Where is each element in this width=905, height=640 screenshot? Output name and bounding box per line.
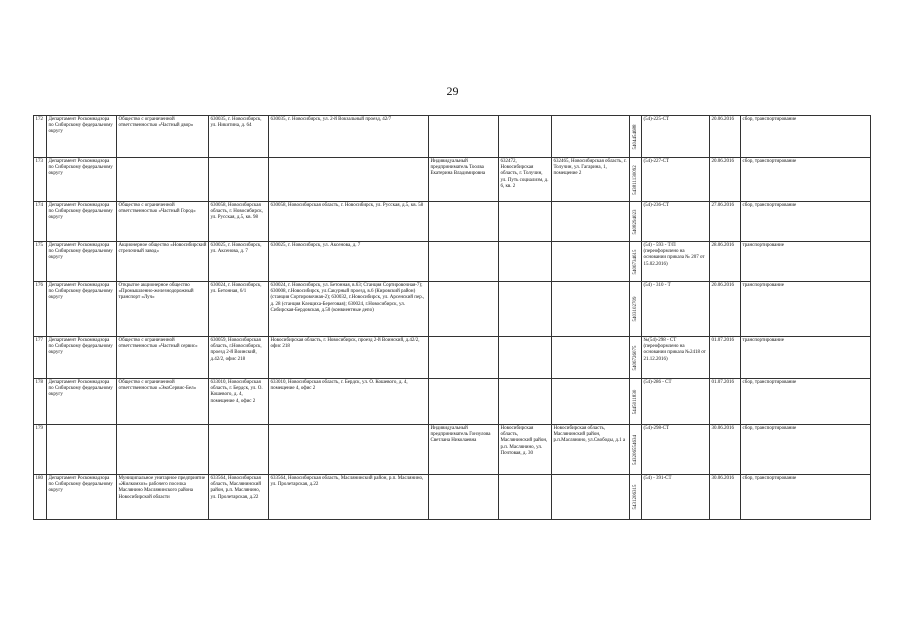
cell-org-name: Муниципальное унитарное предприятие «Жилкомхоз» рабочего поселка Маслянино Маслянинского района Новосибирской области (117, 475, 209, 520)
cell-org-name: Общество с ограниченной ответственностью «Частный Город» (117, 202, 209, 242)
cell-activity-address: 630024, г. Новосибирск, ул. Бетонная, в.63; Станция Сортировочная-7); 630008, г.Новосибирск, ул.Сакурный проезд, в.6 (Кировский район) (станция Сортировочная-2); 630032, г.Новосибирск, ул. Арсенский пер., д. 28 (станция Клещиха-Береговая); 630024, г.Новосибирск, ул. Сибирская-Бердовская, д.50 (конвиентные депо) (269, 282, 429, 337)
cell-inn: 5431206315 (630, 475, 642, 520)
cell-license-number: (54)-225-СТ (642, 116, 710, 158)
cell-number: 174 (34, 202, 47, 242)
cell-org-name: Общество с ограниченной ответственностью «Частный сервис» (117, 337, 209, 379)
cell-entrepreneur-address (499, 379, 552, 425)
cell-license-number: (54) - 593 - Т/П (переоформлено на основании приказа № 207 от 15.02.2016) (642, 242, 710, 282)
cell-date: 28.06.2016 (710, 242, 741, 282)
cell-date: 01.07.2016 (710, 379, 741, 425)
cell-legal-address: 630025, г. Новосибирск, ул. Аксенова, д. 7 (209, 242, 269, 282)
cell-entrepreneur-activity-address (552, 242, 630, 282)
cell-entrepreneur-address (499, 116, 552, 158)
page-number: 29 (446, 84, 459, 98)
cell-entrepreneur-activity-address: Новосибирская область, Маслянинский район, р.п.Маслянино, ул.Свободы, д.1 а (552, 425, 630, 475)
cell-inn: 5408294023 (630, 202, 642, 242)
cell-date: 20.06.2016 (710, 116, 741, 158)
table-row (34, 282, 871, 337)
cell-legal-address (209, 158, 269, 202)
cell-authority: Департамент Роскомнадзора по Сибирскому федеральному округу (47, 242, 117, 282)
cell-number: 180 (34, 475, 47, 520)
cell-authority: Департамент Роскомнадзора по Сибирскому федеральному округу (47, 282, 117, 337)
cell-entrepreneur-activity-address (552, 116, 630, 158)
cell-license-number: (54)-286 - СТ (642, 379, 710, 425)
cell-activity-address: 633010, Новосибирская область, г. Бердск, ул. О. Кошевого, д. 4, помещение 4, офис 2 (269, 379, 429, 425)
cell-entrepreneur-name (429, 379, 499, 425)
table-row (34, 475, 871, 520)
cell-entrepreneur-address: 632472, Новосибирская область, г. Толучин, ул. Путь социализм, д. 6, кв. 2 (499, 158, 552, 202)
cell-number: 175 (34, 242, 47, 282)
table-row (34, 379, 871, 425)
cell-service-type: сбор, транспортирование (741, 425, 871, 475)
cell-entrepreneur-address (499, 337, 552, 379)
cell-authority: Департамент Роскомнадзора по Сибирскому федеральному округу (47, 202, 117, 242)
cell-entrepreneur-activity-address (552, 337, 630, 379)
table-row (34, 425, 871, 475)
cell-activity-address: 633564, Новосибирская область, Маслянинский район, р.п. Маслянино, ул. Пролетарская, д.22 (269, 475, 429, 520)
cell-inn: 543811130092 (630, 158, 642, 202)
cell-legal-address: 630059, Новосибирская область, г.Новосибирск, проезд 2-й Воинский, д.42/2, офис 218 (209, 337, 269, 379)
cell-inn: 5406726075 (630, 337, 642, 379)
cell-entrepreneur-name (429, 475, 499, 520)
cell-org-name (117, 158, 209, 202)
cell-org-name: Общество с ограниченной ответственностью «Частный двор» (117, 116, 209, 158)
cell-date: 30.06.2016 (710, 475, 741, 520)
cell-entrepreneur-activity-address (552, 379, 630, 425)
cell-legal-address: 633010, Новосибирская область, г. Бердск, ул. О. Кошевого, д. 4, помещение 4, офис 2 (209, 379, 269, 425)
cell-activity-address (269, 425, 429, 475)
cell-org-name: Общество с ограниченной ответственностью «ЭкоСервис-Бел» (117, 379, 209, 425)
registry-table (33, 115, 871, 520)
cell-number: 179 (34, 425, 47, 475)
cell-inn: 5406734615 (630, 242, 642, 282)
cell-legal-address: 633564, Новосибирская область, Маслянинский район, р.п. Маслянино, ул. Пролетарская, д.22 (209, 475, 269, 520)
cell-legal-address: 630058, Новосибирская область, г. Новосибирск, ул. Русская, д.5, кв. 98 (209, 202, 269, 242)
cell-activity-address: 630035, г. Новосибирск, ул. 2-й Вокзальный проезд, 42/7 (269, 116, 429, 158)
registry-rows (34, 116, 871, 520)
cell-license-number: (54)-236-СТ (642, 202, 710, 242)
cell-number: 172 (34, 116, 47, 158)
table-row (34, 242, 871, 282)
cell-entrepreneur-name (429, 242, 499, 282)
cell-entrepreneur-activity-address (552, 475, 630, 520)
cell-inn: 5404454688 (630, 116, 642, 158)
cell-service-type: сбор, транспортирование (741, 379, 871, 425)
cell-date: 30.06.2016 (710, 425, 741, 475)
cell-entrepreneur-name (429, 337, 499, 379)
cell-entrepreneur-name: Индивидуальный предприниматель Тоолва Екатерина Владимировна (429, 158, 499, 202)
cell-service-type: транспортирование (741, 242, 871, 282)
cell-date: 20.06.2016 (710, 282, 741, 337)
cell-authority (47, 425, 117, 475)
cell-entrepreneur-address (499, 282, 552, 337)
cell-authority: Департамент Роскомнадзора по Сибирскому федеральному округу (47, 475, 117, 520)
cell-activity-address: 630025, г. Новосибирск, ул. Аксенова, д. 7 (269, 242, 429, 282)
cell-inn: 5445011830 (630, 379, 642, 425)
cell-entrepreneur-name (429, 282, 499, 337)
cell-legal-address: 630035, г. Новосибирск, ул. Никитина, д. 64 (209, 116, 269, 158)
cell-license-number: №(54)-298 - СТ (переоформлено на основании приказа №2418 от 21.12.2016) (642, 337, 710, 379)
cell-entrepreneur-address (499, 202, 552, 242)
table-row (34, 158, 871, 202)
cell-license-number: (54) - 391-СТ (642, 475, 710, 520)
cell-entrepreneur-name (429, 116, 499, 158)
cell-entrepreneur-activity-address: 632465, Новосибирская область, г. Толучин, ул. Гагарина, 1, помещение 2 (552, 158, 630, 202)
cell-entrepreneur-address (499, 475, 552, 520)
cell-number: 173 (34, 158, 47, 202)
cell-license-number: (54)-227-СТ (642, 158, 710, 202)
cell-entrepreneur-activity-address (552, 282, 630, 337)
cell-service-type: сбор, транспортирование (741, 116, 871, 158)
cell-date: 01.07.2016 (710, 337, 741, 379)
cell-activity-address (269, 158, 429, 202)
cell-org-name: Открытое акционерное общество «Промышленно-железнодорожный транспорт «Луч» (117, 282, 209, 337)
cell-entrepreneur-address: Новосибирская область, Маслянинский район, р.п. Маслянино, ул. Почтовая, д. 30 (499, 425, 552, 475)
table-row (34, 337, 871, 379)
cell-entrepreneur-name: Индивидуальный предприниматель Гонзулова Светлана Николаевна (429, 425, 499, 475)
cell-legal-address: 630024, г. Новосибирск, ул. Бетонная, 6/1 (209, 282, 269, 337)
cell-number: 178 (34, 379, 47, 425)
cell-entrepreneur-name (429, 202, 499, 242)
table-row (34, 116, 871, 158)
cell-authority: Департамент Роскомнадзора по Сибирскому федеральному округу (47, 158, 117, 202)
cell-license-number: (54)-298-СТ (642, 425, 710, 475)
cell-number: 176 (34, 282, 47, 337)
cell-service-type: транспортирование (741, 282, 871, 337)
cell-date: 27.06.2016 (710, 202, 741, 242)
cell-activity-address: Новосибирская область, г. Новосибирск, проезд 2-й Воинский, д.42/2, офис 218 (269, 337, 429, 379)
cell-inn: 5403102709 (630, 282, 642, 337)
table-row (34, 202, 871, 242)
cell-activity-address: 630058, Новосибирская область, г. Новосибирск, ул. Русская, д.5, кв. 58 (269, 202, 429, 242)
cell-service-type: сбор, транспортирование (741, 475, 871, 520)
cell-date: 20.06.2016 (710, 158, 741, 202)
cell-service-type: транспортирование (741, 337, 871, 379)
cell-authority: Департамент Роскомнадзора по Сибирскому федеральному округу (47, 379, 117, 425)
cell-inn: 543206554634 (630, 425, 642, 475)
cell-entrepreneur-activity-address (552, 202, 630, 242)
cell-authority: Департамент Роскомнадзора по Сибирскому федеральному округу (47, 116, 117, 158)
cell-authority: Департамент Роскомнадзора по Сибирскому федеральному округу (47, 337, 117, 379)
cell-legal-address (209, 425, 269, 475)
cell-license-number: (54) - 310 - Т (642, 282, 710, 337)
cell-number: 177 (34, 337, 47, 379)
cell-org-name: Акционерное общество «Новосибирский стрелочный завод» (117, 242, 209, 282)
cell-service-type: сбор, транспортирование (741, 158, 871, 202)
cell-org-name (117, 425, 209, 475)
cell-entrepreneur-address (499, 242, 552, 282)
cell-service-type: сбор, транспортирование (741, 202, 871, 242)
